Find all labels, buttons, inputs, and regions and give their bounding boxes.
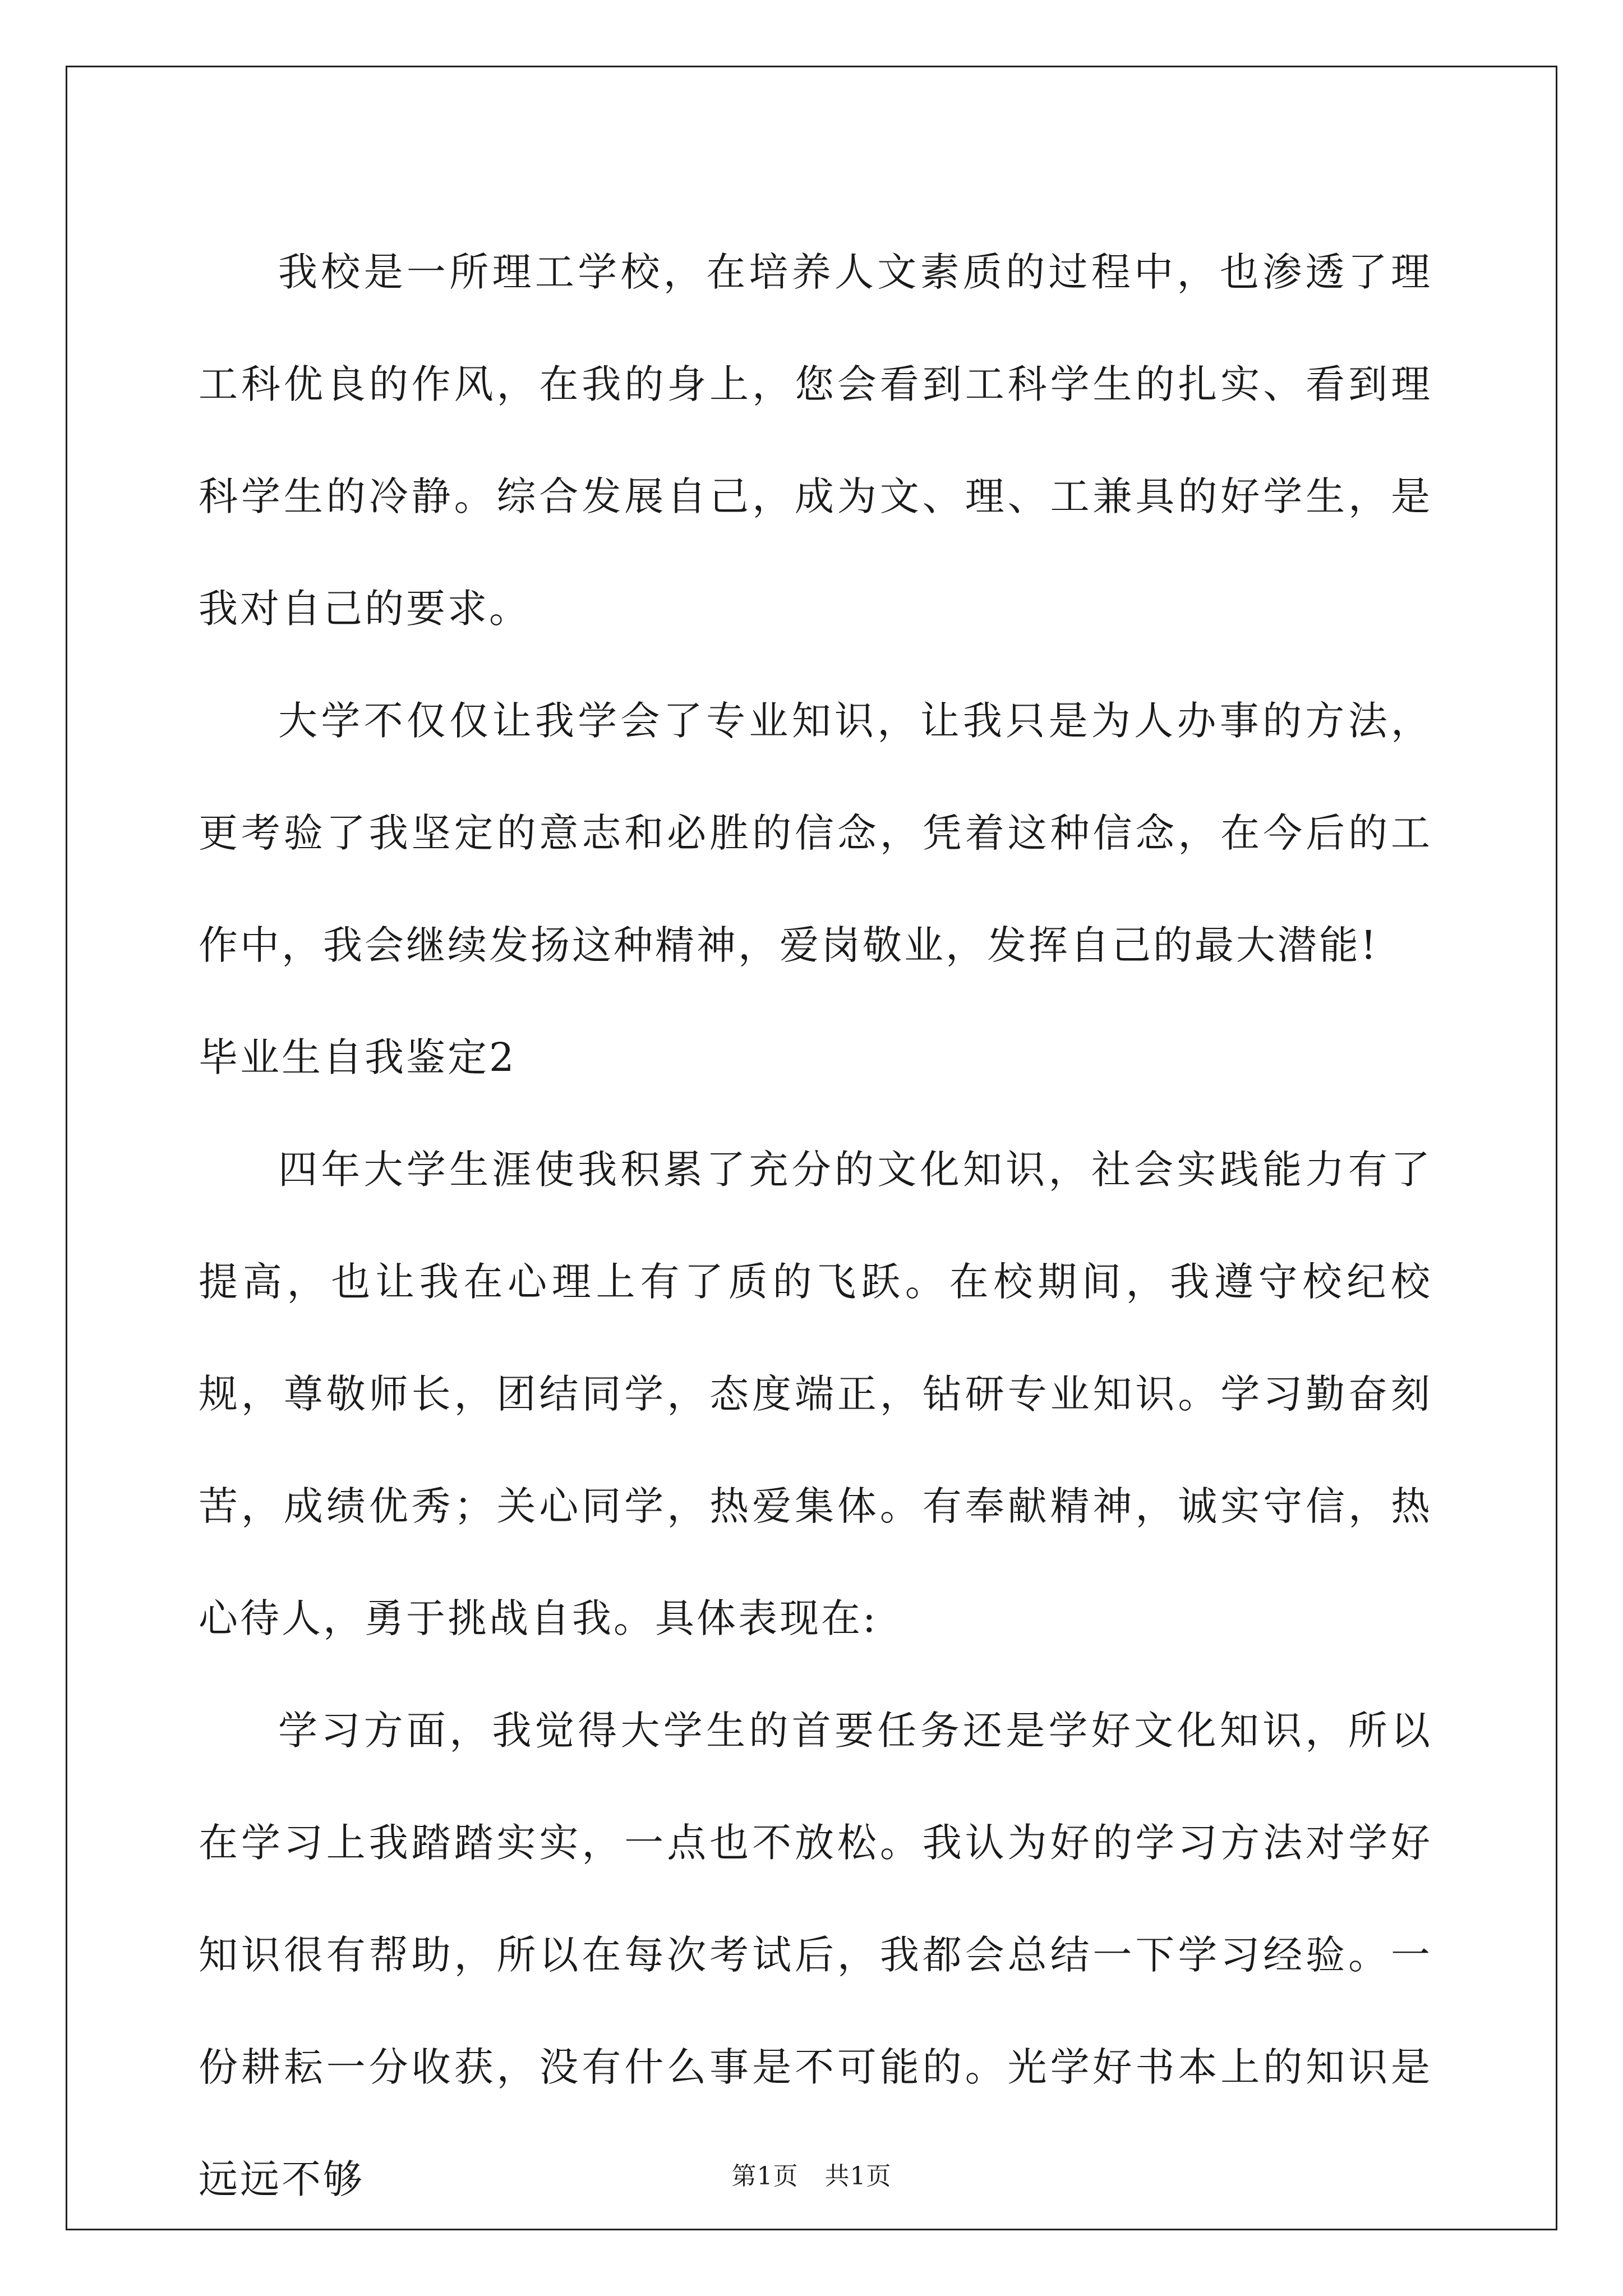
paragraph: 四年大学生涯使我积累了充分的文化知识，社会实践能力有了提高，也让我在心理上有了质的飞跃。在校期间，我遵守校纪校规，尊敬师长，团结同学，态度端正，钻研专业知识。学习勤奋刻苦，成绩优秀；关心同学，热爱集体。有奉献精神，诚实守信，热心待人，勇于挑战自我。具体表现在: [199, 1147, 1432, 1641]
paragraph: 我校是一所理工学校，在培养人文素质的过程中，也渗透了理工科优良的作风，在我的身上，您会看到工科学生的扎实、看到理科学生的冷静。综合发展自己，成为文、理、工兼具的好学生，是我对自己的要求。 [199, 249, 1432, 632]
paragraph: 学习方面，我觉得大学生的首要任务还是学好文化知识，所以在学习上我踏踏实实，一点也不放松。我认为好的学习方法对学好知识很有帮助，所以在每次考试后，我都会总结一下学习经验。一份耕耘一分收获，没有什么事是不可能的。光学好书本上的知识是远远不够 [199, 1708, 1432, 2202]
section-heading: 毕业生自我鉴定2 [199, 1034, 517, 1080]
page-footer [0, 2156, 1623, 2192]
page-number-total: 共1页 [824, 2162, 892, 2191]
document-body [199, 216, 1432, 2235]
paragraph: 大学不仅仅让我学会了专业知识，让我只是为人办事的方法，更考验了我坚定的意志和必胜的信念，凭着这种信念，在今后的工作中，我会继续发扬这种精神，爱岗敬业，发挥自己的最大潜能! [199, 698, 1432, 968]
page-number-current: 第1页 [731, 2162, 799, 2191]
